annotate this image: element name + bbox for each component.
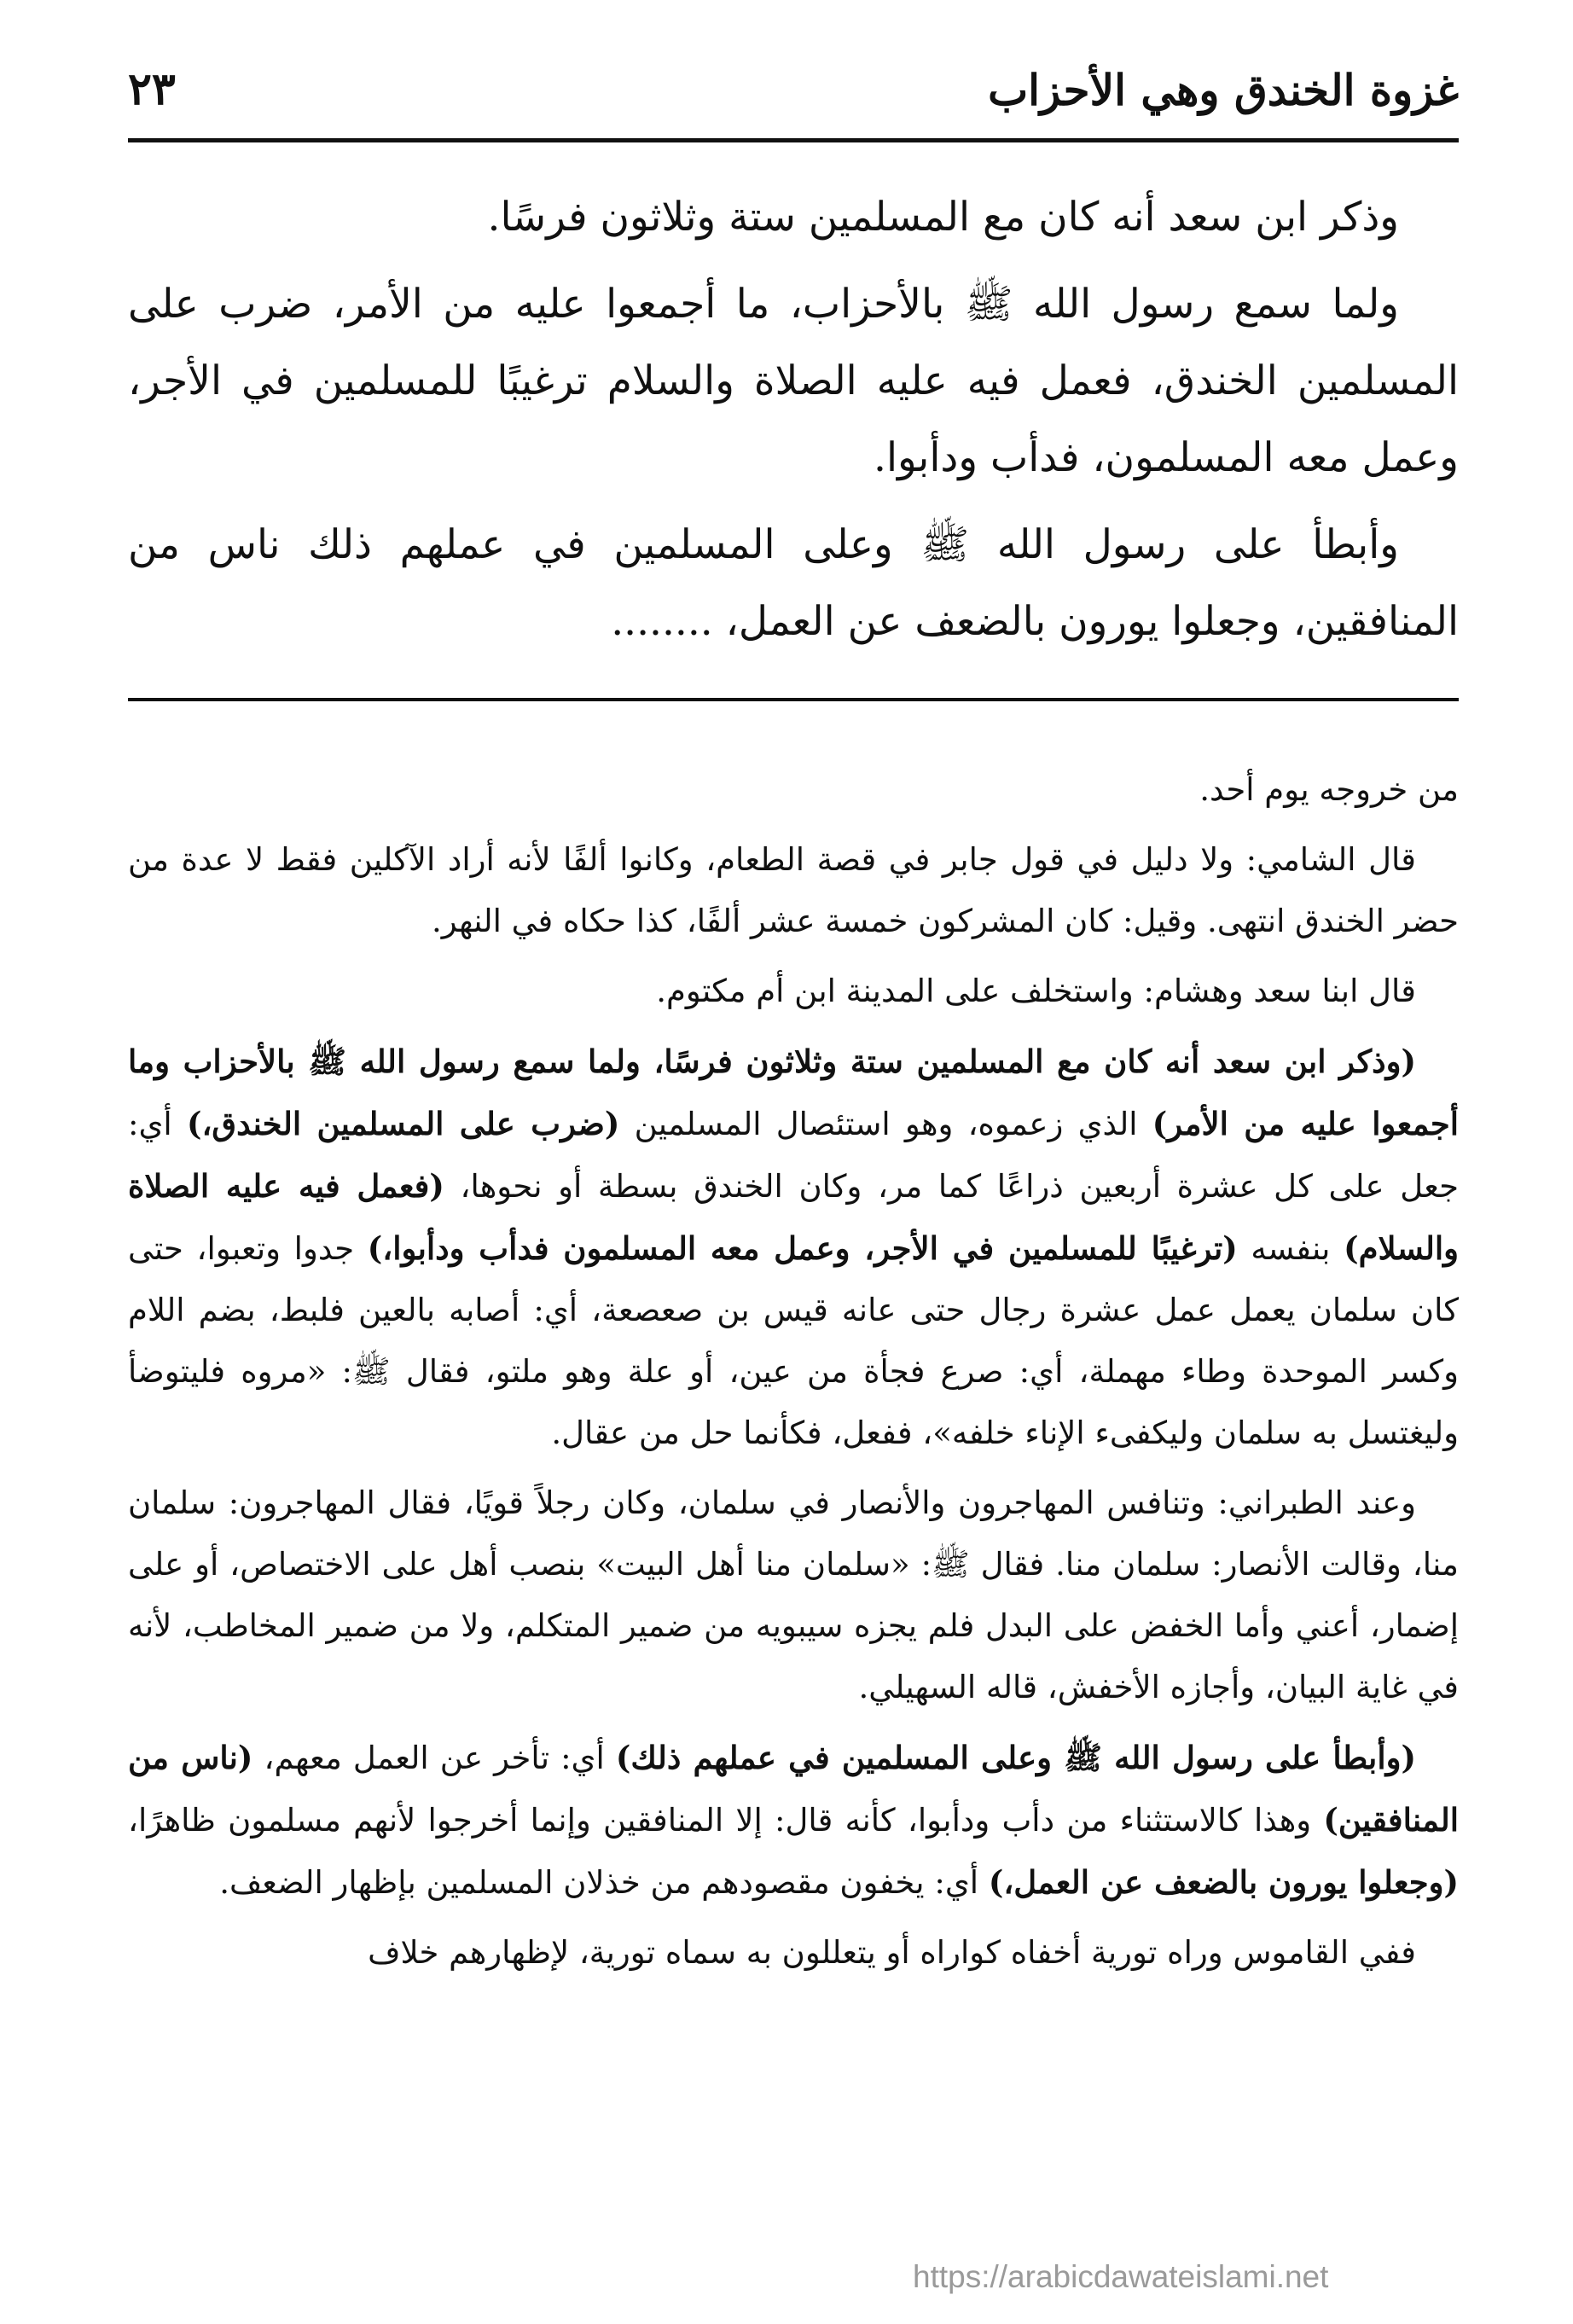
page-number: ٢٣	[128, 63, 176, 115]
explanation-text: بنفسه	[1237, 1230, 1344, 1267]
explanation-text: وهذا كالاستثناء من دأب ودأبوا، كأنه قال: إلا المنافقين وإنما أخرجوا لأنهم مسلمون ظاهرًا،	[128, 1802, 1324, 1839]
commentary-paragraph: من خروجه يوم أحد.	[1199, 771, 1459, 808]
explanation-text: جدوا وتعبوا، حتى كان سلمان يعمل عمل عشرة رجال حتى عانه قيس بن صعصعة، أي: أصابه بالعين فلبط، بضم اللام وكسر الموحدة وطاء مهملة، أي: صرع فجأة من عين، أو علة وهو ملتو، فقال ﷺ: «مروه فليتوضأ وليغتسل به سلمان وليكفىء الإناء خلفه»، ففعل، فكأنما حل من عقال.	[128, 1230, 1459, 1451]
commentary-paragraph: ففي القاموس وراه تورية أخفاه كواراه أو يتعللون به سماه تورية، لإظهارهم خلاف	[368, 1934, 1416, 1971]
commentary-paragraph: قال الشامي: ولا دليل في قول جابر في قصة الطعام، وكانوا ألفًا لأنه أراد الآكلين فقط لا عدة من حضر الخندق انتهى. وقيل: كان المشركون خمسة عشر ألفًا، كذا حكاه في النهر.	[128, 841, 1459, 939]
commentary-paragraph	[128, 1031, 1459, 1464]
main-paragraph: وذكر ابن سعد أنه كان مع المسلمين ستة وثلاثون فرسًا.	[487, 194, 1399, 241]
explanation-text: أي: يخفون مقصودهم من خذلان المسلمين بإظهار الضعف.	[219, 1864, 989, 1901]
commentary-text	[128, 759, 1459, 1992]
commentary-paragraph	[128, 1727, 1459, 1914]
quoted-text: (وجعلوا يورون بالضعف عن العمل،)	[988, 1863, 1459, 1901]
explanation-text: أي: جعل على كل عشرة أربعين ذراعًا كما مر، وكان الخندق بسطة أو نحوها،	[128, 1106, 1459, 1205]
watermark-url: https://arabicdawateislami.net	[913, 2259, 1329, 2294]
main-paragraph: وأبطأ على رسول الله ﷺ وعلى المسلمين في عملهم ذلك ناس من المنافقين، وجعلوا يورون بالضعف عن العمل، ........	[128, 521, 1459, 645]
quoted-text: (ناس من المنافقين)	[128, 1739, 1459, 1839]
footnote-divider	[128, 698, 1459, 701]
quoted-text: (فعمل فيه عليه الصلاة والسلام)	[128, 1167, 1460, 1267]
quoted-text: (ضرب على المسلمين الخندق،)	[186, 1105, 620, 1142]
main-paragraph: ولما سمع رسول الله ﷺ بالأحزاب، ما أجمعوا عليه من الأمر، ضرب على المسلمين الخندق، فعمل فيه عليه الصلاة والسلام ترغيبًا للمسلمين في الأجر، وعمل معه المسلمون، فدأب ودأبوا.	[128, 281, 1459, 481]
quoted-text: (ترغيبًا للمسلمين في الأجر، وعمل معه المسلمون فدأب ودأبوا،)	[367, 1229, 1238, 1267]
commentary-paragraph: وعند الطبراني: وتنافس المهاجرون والأنصار في سلمان، وكان رجلاً قويًا، فقال المهاجرون: سلمان منا، وقالت الأنصار: سلمان منا. فقال ﷺ: «سلمان منا أهل البيت» بنصب أهل على الاختصاص، أو على إضمار، أعني وأما الخفض على البدل فلم يجزه سيبويه من ضمير المتكلم، ولا من ضمير المخاطب، لأنه في غاية البيان، وأجازه الأخفش، قاله السهيلي.	[128, 1484, 1459, 1705]
explanation-text: أي: تأخر عن العمل معهم،	[252, 1740, 616, 1776]
commentary-paragraph: قال ابنا سعد وهشام: واستخلف على المدينة ابن أم مكتوم.	[656, 973, 1416, 1009]
main-text	[128, 179, 1459, 671]
page-header	[128, 60, 1459, 145]
quoted-text: (وذكر ابن سعد أنه كان مع المسلمين ستة وثلاثون فرسًا، ولما سمع رسول الله ﷺ بالأحزاب وما أجمعوا عليه من الأمر)	[128, 1043, 1459, 1142]
header-rule	[128, 138, 1459, 142]
running-title: غزوة الخندق وهي الأحزاب	[988, 65, 1459, 115]
explanation-text: الذي زعموه، وهو استئصال المسلمين	[619, 1106, 1152, 1142]
quoted-text: (وأبطأ على رسول الله ﷺ وعلى المسلمين في عملهم ذلك)	[615, 1739, 1416, 1776]
